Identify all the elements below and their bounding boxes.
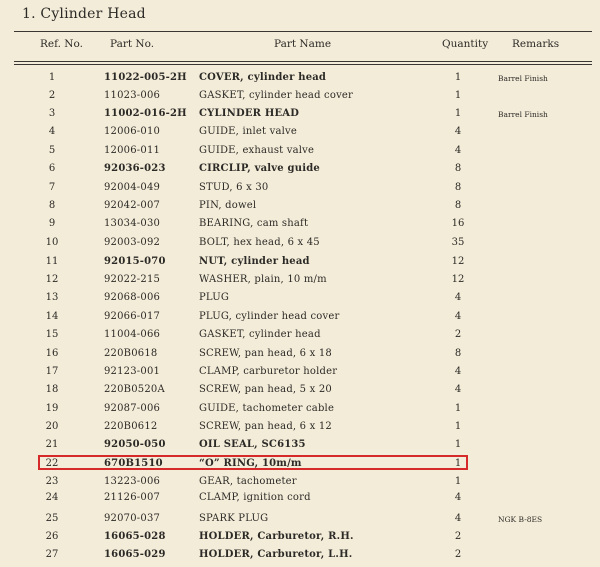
part-name-cell: SCREW, pan head, 6 x 12 xyxy=(199,421,332,432)
table-row xyxy=(0,511,600,527)
table-row xyxy=(0,161,600,177)
ref-cell: 3 xyxy=(48,108,56,119)
ref-cell: 13 xyxy=(45,292,59,303)
quantity-cell: 8 xyxy=(454,182,462,193)
table-row xyxy=(0,254,600,270)
table-row xyxy=(0,364,600,380)
header-part-no: Part No. xyxy=(110,38,155,50)
header-ref-no: Ref. No. xyxy=(40,38,83,50)
ref-cell: 7 xyxy=(48,182,56,193)
part-name-cell: PLUG, cylinder head cover xyxy=(199,311,340,322)
ref-cell: 4 xyxy=(48,126,56,137)
header-remarks: Remarks xyxy=(512,38,560,50)
ref-cell: 12 xyxy=(45,274,59,285)
part-no-cell: 16065-028 xyxy=(104,531,166,542)
highlight-box xyxy=(38,455,468,470)
quantity-cell: 35 xyxy=(451,237,465,248)
quantity-cell: 1 xyxy=(454,403,462,414)
part-no-cell: 92066-017 xyxy=(104,311,161,322)
header-rule-upper xyxy=(14,61,592,62)
part-no-cell: 92036-023 xyxy=(104,163,166,174)
part-name-cell: WASHER, plain, 10 m/m xyxy=(199,274,327,285)
quantity-cell: 4 xyxy=(454,145,462,156)
quantity-cell: 4 xyxy=(454,492,462,503)
part-no-cell: 92015-070 xyxy=(104,256,166,267)
table-row xyxy=(0,143,600,159)
ref-cell: 17 xyxy=(45,366,59,377)
quantity-cell: 1 xyxy=(454,439,462,450)
part-no-cell: 92003-092 xyxy=(104,237,161,248)
part-no-cell: 220B0612 xyxy=(104,421,158,432)
table-row xyxy=(0,124,600,140)
ref-cell: 10 xyxy=(45,237,59,248)
part-no-cell: 11002-016-2H xyxy=(104,108,187,119)
quantity-cell: 2 xyxy=(454,549,462,560)
quantity-cell: 4 xyxy=(454,126,462,137)
table-row xyxy=(0,382,600,398)
quantity-cell: 4 xyxy=(454,366,462,377)
part-no-cell: 12006-011 xyxy=(104,145,161,156)
part-name-cell: GUIDE, inlet valve xyxy=(199,126,297,137)
part-name-cell: “O” RING, 10m/m xyxy=(199,458,302,469)
ref-cell: 14 xyxy=(45,311,59,322)
part-no-cell: 92050-050 xyxy=(104,439,166,450)
table-row xyxy=(0,216,600,232)
part-name-cell: GUIDE, tachometer cable xyxy=(199,403,335,414)
quantity-cell: 16 xyxy=(451,218,465,229)
quantity-cell: 1 xyxy=(454,476,462,487)
part-name-cell: PLUG xyxy=(199,292,230,303)
part-name-cell: PIN, dowel xyxy=(199,200,257,211)
ref-cell: 26 xyxy=(45,531,59,542)
part-no-cell: 11023-006 xyxy=(104,90,161,101)
part-name-cell: BOLT, hex head, 6 x 45 xyxy=(199,237,320,248)
part-name-cell: SCREW, pan head, 6 x 18 xyxy=(199,348,332,359)
table-row xyxy=(0,106,600,122)
quantity-cell: 2 xyxy=(454,531,462,542)
table-row xyxy=(0,490,600,506)
part-name-cell: CLAMP, carburetor holder xyxy=(199,366,338,377)
quantity-cell: 12 xyxy=(451,274,465,285)
ref-cell: 16 xyxy=(45,348,59,359)
remarks-cell: Barrel Finish xyxy=(498,74,548,83)
quantity-cell: 1 xyxy=(454,421,462,432)
part-name-cell: NUT, cylinder head xyxy=(199,256,310,267)
table-row xyxy=(0,70,600,86)
part-no-cell: 12006-010 xyxy=(104,126,161,137)
part-name-cell: GASKET, cylinder head xyxy=(199,329,321,340)
part-name-cell: GUIDE, exhaust valve xyxy=(199,145,315,156)
part-name-cell: SPARK PLUG xyxy=(199,513,269,524)
part-name-cell: SCREW, pan head, 5 x 20 xyxy=(199,384,332,395)
ref-cell: 20 xyxy=(45,421,59,432)
ref-cell: 6 xyxy=(48,163,56,174)
table-row xyxy=(0,290,600,306)
quantity-cell: 2 xyxy=(454,329,462,340)
part-name-cell: CIRCLIP, valve guide xyxy=(199,163,320,174)
ref-cell: 19 xyxy=(45,403,59,414)
section-title: 1. Cylinder Head xyxy=(22,6,146,22)
table-row xyxy=(0,180,600,196)
part-name-cell: CLAMP, ignition cord xyxy=(199,492,311,503)
table-row xyxy=(0,88,600,104)
table-row xyxy=(0,309,600,325)
table-row xyxy=(0,346,600,362)
part-no-cell: 16065-029 xyxy=(104,549,166,560)
part-no-cell: 92087-006 xyxy=(104,403,161,414)
part-no-cell: 13223-006 xyxy=(104,476,161,487)
part-name-cell: BEARING, cam shaft xyxy=(199,218,309,229)
part-no-cell: 220B0618 xyxy=(104,348,158,359)
ref-cell: 18 xyxy=(45,384,59,395)
quantity-cell: 4 xyxy=(454,292,462,303)
ref-cell: 25 xyxy=(45,513,59,524)
ref-cell: 11 xyxy=(45,256,59,267)
quantity-cell: 8 xyxy=(454,163,462,174)
part-no-cell: 92070-037 xyxy=(104,513,161,524)
part-no-cell: 13034-030 xyxy=(104,218,161,229)
quantity-cell: 8 xyxy=(454,348,462,359)
ref-cell: 5 xyxy=(48,145,56,156)
quantity-cell: 1 xyxy=(454,72,462,83)
part-name-cell: HOLDER, Carburetor, R.H. xyxy=(199,531,354,542)
ref-cell: 23 xyxy=(45,476,59,487)
ref-cell: 21 xyxy=(45,439,59,450)
ref-cell: 24 xyxy=(45,492,59,503)
part-no-cell: 670B1510 xyxy=(104,458,163,469)
table-row xyxy=(0,235,600,251)
part-no-cell: 92068-006 xyxy=(104,292,161,303)
part-name-cell: GEAR, tachometer xyxy=(199,476,297,487)
table-row xyxy=(0,198,600,214)
part-name-cell: GASKET, cylinder head cover xyxy=(199,90,354,101)
ref-cell: 15 xyxy=(45,329,59,340)
part-no-cell: 11022-005-2H xyxy=(104,72,187,83)
part-no-cell: 92004-049 xyxy=(104,182,161,193)
ref-cell: 8 xyxy=(48,200,56,211)
quantity-cell: 8 xyxy=(454,200,462,211)
quantity-cell: 4 xyxy=(454,384,462,395)
part-no-cell: 11004-066 xyxy=(104,329,161,340)
ref-cell: 2 xyxy=(48,90,56,101)
part-no-cell: 92123-001 xyxy=(104,366,161,377)
part-no-cell: 92022-215 xyxy=(104,274,161,285)
header-rule-lower xyxy=(14,64,592,65)
remarks-cell: NGK B-8ES xyxy=(498,515,543,524)
table-row xyxy=(0,437,600,453)
part-name-cell: HOLDER, Carburetor, L.H. xyxy=(199,549,353,560)
quantity-cell: 4 xyxy=(454,513,462,524)
part-name-cell: OIL SEAL, SC6135 xyxy=(199,439,306,450)
part-name-cell: COVER, cylinder head xyxy=(199,72,327,83)
part-no-cell: 92042-007 xyxy=(104,200,161,211)
table-row xyxy=(0,419,600,435)
quantity-cell: 1 xyxy=(454,90,462,101)
table-row xyxy=(0,327,600,343)
ref-cell: 22 xyxy=(45,458,59,469)
part-no-cell: 220B0520A xyxy=(104,384,165,395)
part-no-cell: 21126-007 xyxy=(104,492,161,503)
part-name-cell: CYLINDER HEAD xyxy=(199,108,300,119)
ref-cell: 27 xyxy=(45,549,59,560)
quantity-cell: 4 xyxy=(454,311,462,322)
quantity-cell: 1 xyxy=(454,108,462,119)
quantity-cell: 1 xyxy=(454,458,462,469)
table-row xyxy=(0,474,600,490)
ref-cell: 1 xyxy=(48,72,56,83)
remarks-cell: Barrel Finish xyxy=(498,110,548,119)
table-row xyxy=(0,272,600,288)
table-row xyxy=(0,401,600,417)
header-part-name: Part Name xyxy=(274,38,332,50)
table-row xyxy=(0,547,600,563)
top-rule xyxy=(14,31,592,32)
quantity-cell: 12 xyxy=(451,256,465,267)
ref-cell: 9 xyxy=(48,218,56,229)
table-row xyxy=(0,529,600,545)
part-name-cell: STUD, 6 x 30 xyxy=(199,182,269,193)
header-quantity: Quantity xyxy=(442,38,489,50)
